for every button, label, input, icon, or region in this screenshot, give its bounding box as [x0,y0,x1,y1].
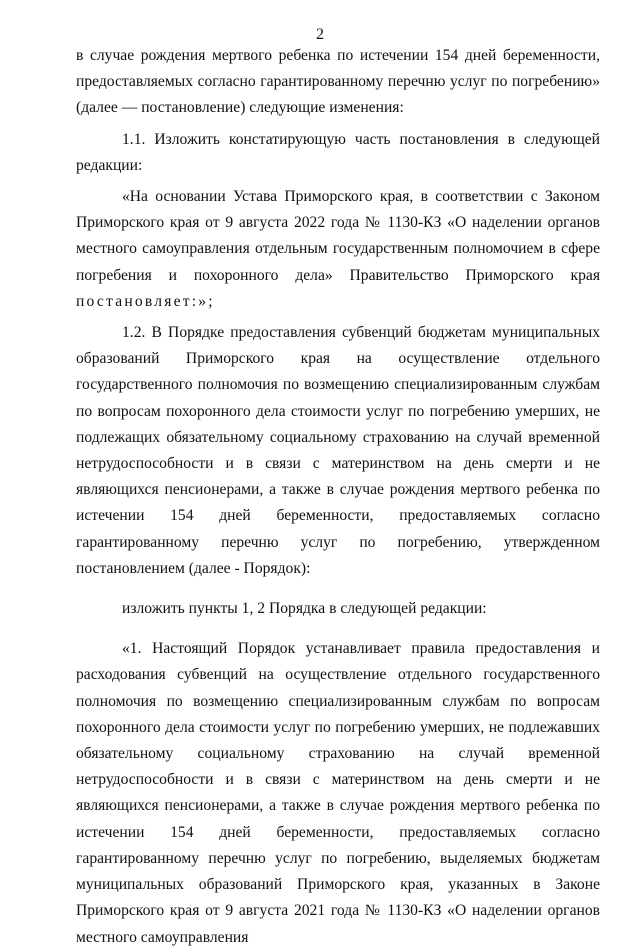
page-number: 2 [316,26,324,43]
paragraph-point-1: «1. Настоящий Порядок устанавливает правила предоставления и расходования субвенций на осуществление отдельного государственного полномочия по возмещению специализированным службам по вопросам похоронного дела стоимости услуг по погребению умерших, не подлежавших обязательному социальному страхованию на случай временной нетрудоспособности и в связи с материнством на день смерти и не являющихся пенсионерами, а также в случае рождения мертвого ребенка по истечении 154 дней беременности, предоставляемых согласно гарантированному перечню услуг по погребению, выделяемых бюджетам муниципальных образований Приморского края, указанных в Законе Приморского края от 9 августа 2021 года № 1130-КЗ «О наделении органов местного самоуправления [76,640,600,946]
paragraph-1-1: 1.1. Изложить констатирующую часть постановления в следующей редакции: [76,130,600,174]
paragraph-quote-preamble [76,184,600,315]
paragraph-1-2: 1.2. В Порядке предоставления субвенций бюджетам муниципальных образований Приморского края на осуществление отдельного государственного полномочия по возмещению специализированным службам по вопросам похоронного дела стоимости услуг по погребению умерших, не подлежащих обязательному социальному страхованию на случай временной нетрудоспособности и в связи с материнством на день смерти и не являющихся пенсионерами, а также в случае рождения мертвого ребенка по истечении 154 дней беременности, предоставляемых согласно гарантированному перечню услуг по погребению, утвержденном постановлением (далее - Порядок): [76,324,600,577]
paragraph-instruction: изложить пункты 1, 2 Порядка в следующей редакции: [122,600,487,618]
quote-preamble-text: «На основании Устава Приморского края, в соответствии с Законом Приморского края от 9 августа 2022 года № 1130-КЗ «О наделении органов местного самоуправления отдельным государственным полномочием в сфере погребения и похоронного дела» Правительство Приморского края [76,188,600,284]
resolution-keyword: постановляет:»; [76,292,215,310]
paragraph-continuation: в случае рождения мертвого ребенка по истечении 154 дней беременности, предоставляемых согласно гарантированному перечню услуг по погребению» (далее — постановление) следующие изменения: [76,47,600,117]
document-body [76,43,600,951]
